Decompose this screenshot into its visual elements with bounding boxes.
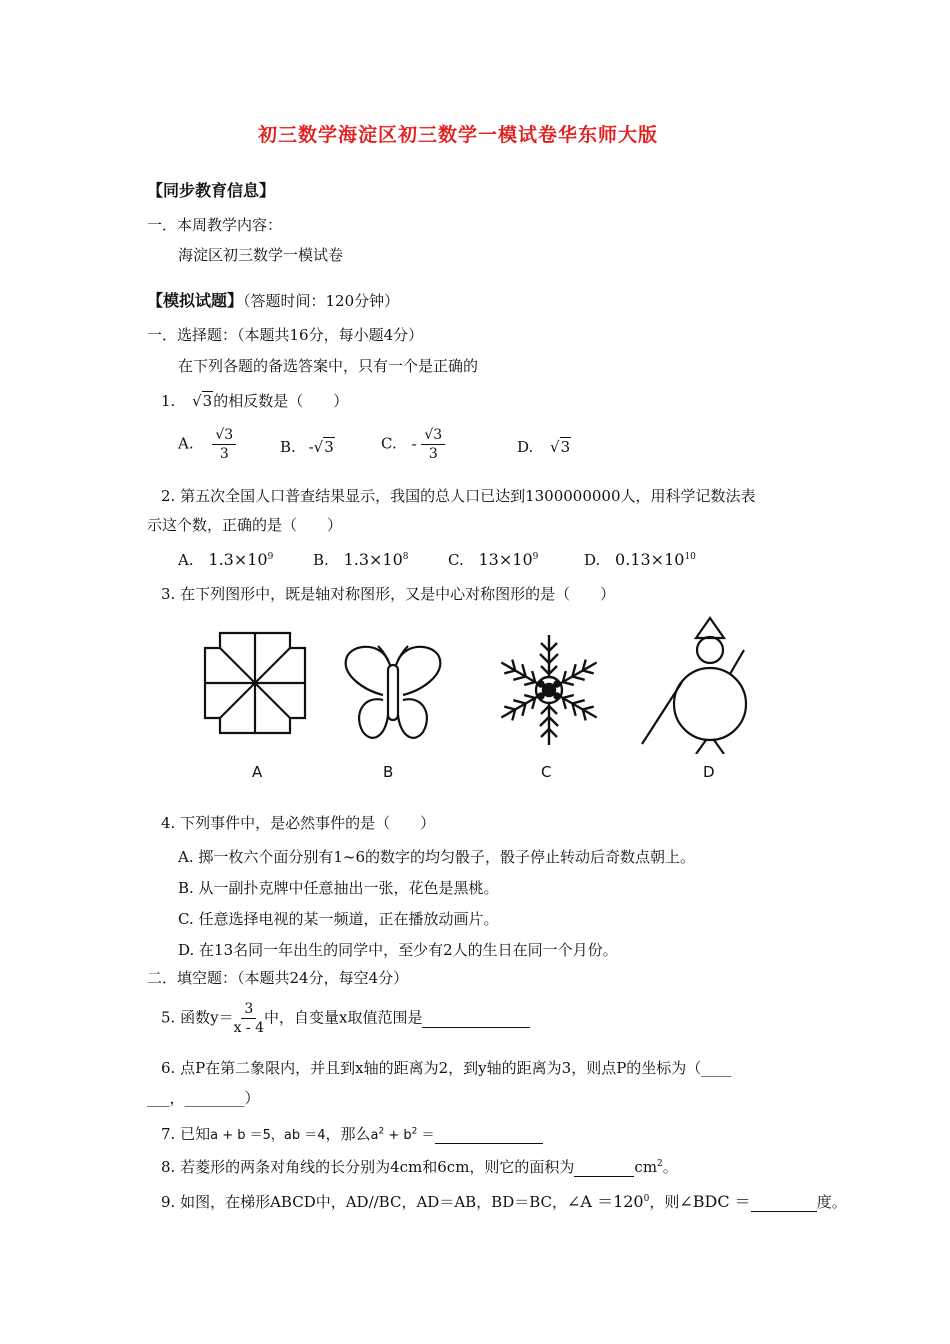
q7-answer-blank (435, 1125, 543, 1144)
option-label: B. (313, 551, 329, 569)
q9-mid: ，则 (649, 1193, 680, 1211)
minus-sign: - (308, 438, 314, 456)
exponent: 2 (411, 1126, 418, 1137)
q8-prefix: 8. 若菱形的两条对角线的长分别为4cm和6cm，则它的面积为 (161, 1158, 575, 1176)
denominator: 3 (428, 446, 438, 462)
denominator: 3 (219, 446, 229, 462)
sci-exponent: 9 (532, 552, 539, 562)
q8-unit: cm (634, 1158, 658, 1176)
q2-line1: 2. 第五次全国人口普查结果显示，我国的总人口已达到1300000000人，用科学记数法表 (161, 487, 756, 505)
mock-heading-line (147, 288, 399, 311)
q9-angle-a: ∠A ＝120 (567, 1192, 644, 1211)
q1-stem (161, 390, 348, 411)
q1-option-c (381, 426, 445, 463)
q6-line1: 6. 点P在第二象限内，并且到x轴的距离为2，到y轴的距离为3，则点P的坐标为（____ (161, 1059, 732, 1077)
q2-option-a (178, 550, 273, 569)
degree-mark: 0 (643, 1194, 650, 1204)
q9-suffix: 度。 (816, 1193, 847, 1211)
q4-option-d: D. 在13名同一年出生的同学中，至少有2人的生日在同一个月份。 (178, 941, 618, 959)
q1-option-a (178, 426, 236, 463)
q4-option-a: A. 掷一枚六个面分别有1~6的数字的均匀骰子，骰子停止转动后奇数点朝上。 (178, 848, 696, 866)
pinwheel-figure (202, 630, 308, 736)
q5-line (161, 1000, 530, 1037)
option-label: A. (178, 551, 194, 569)
q2-option-b (313, 550, 409, 569)
var-a: a (370, 1128, 379, 1143)
q7-line (161, 1123, 543, 1144)
sci-base: 1.3×10 (208, 550, 268, 569)
q1-radicand: 3 (202, 392, 213, 410)
minus-sign: - (411, 434, 417, 453)
q1-option-d (517, 438, 571, 456)
q5-suffix: 中，自变量x取值范围是 (264, 1008, 423, 1027)
q1-text: 的相反数是（ ） (213, 392, 349, 410)
option-label: B. (280, 438, 296, 456)
sci-base: 13×10 (478, 550, 533, 569)
q4-stem: 4. 下列事件中，是必然事件的是（ ） (161, 814, 436, 832)
q4-option-b: B. 从一副扑克牌中任意抽出一张，花色是黑桃。 (178, 879, 499, 897)
q8-unit-exponent: 2 (657, 1159, 663, 1169)
q8-answer-blank (574, 1158, 634, 1177)
q5-prefix: 5. 函数y＝ (161, 1008, 234, 1027)
butterfly-figure (338, 640, 448, 745)
option-label: D. (517, 438, 534, 456)
q5-answer-blank (422, 1009, 530, 1028)
q2-line2: 示这个数，正确的是（ ） (147, 516, 343, 534)
snowman-figure (640, 614, 760, 754)
sync-info-content: 海淀区初三数学一模试卷 (178, 246, 344, 264)
q9-angle-bdc: ∠BDC ＝ (679, 1192, 751, 1211)
radicand: 3 (560, 438, 571, 456)
q7-prefix: 7. 已知 (161, 1125, 211, 1143)
sci-base: 1.3×10 (343, 550, 403, 569)
q1-option-b (280, 438, 335, 456)
q3-stem: 3. 在下列图形中，既是轴对称图形，又是中心对称图形的是（ ） (161, 585, 616, 603)
fraction (421, 426, 445, 463)
option-label: C. (448, 551, 464, 569)
sqrt-symbol: √3 (313, 438, 334, 456)
equals: ＝ (417, 1128, 435, 1143)
fraction (212, 426, 236, 463)
q6-line2: ___，________） (147, 1089, 260, 1107)
snowflake-figure (494, 630, 604, 750)
figure-label-b: B (383, 763, 394, 781)
q9-line (161, 1189, 847, 1212)
figure-label-c: C (541, 763, 552, 781)
exponent: 2 (378, 1126, 385, 1137)
figure-label-d: D (703, 763, 715, 781)
sci-exponent: 10 (684, 552, 696, 562)
fraction (234, 1000, 264, 1037)
section1-heading: 一．选择题：（本题共16分，每小题4分） (147, 326, 424, 344)
q4-option-c: C. 任意选择电视的某一频道，正在播放动画片。 (178, 910, 499, 928)
mock-heading: 【模拟试题】 (147, 291, 244, 310)
plus-b: + b (384, 1128, 412, 1143)
q7-mid: ，那么 (325, 1125, 371, 1143)
q1-number: 1. (161, 392, 176, 410)
sqrt-symbol: √3 (550, 438, 571, 456)
q2-option-c (448, 550, 538, 569)
page-title: 初三数学海淀区初三数学一模试卷华东师大版 (258, 124, 659, 146)
mock-time: （答题时间：120分钟） (243, 292, 400, 310)
sci-base: 0.13×10 (615, 550, 685, 569)
section1-instruction: 在下列各题的备选答案中，只有一个是正确的 (178, 357, 479, 375)
sync-info-item: 一．本周教学内容： (147, 216, 283, 234)
option-label: D. (584, 551, 601, 569)
q2-option-d (584, 550, 696, 569)
q7-condition: a + b ＝5，ab ＝4 (210, 1128, 326, 1143)
sqrt-symbol: √3 (192, 392, 213, 410)
option-label: A. (178, 434, 194, 453)
sci-exponent: 8 (402, 552, 409, 562)
numerator: √3 (212, 426, 236, 445)
figure-label-a: A (252, 763, 263, 781)
denominator: x - 4 (233, 1020, 264, 1036)
q9-prefix: 9. 如图，在梯形ABCD中，AD//BC，AD＝AB，BD＝BC， (161, 1193, 568, 1211)
radicand: 3 (324, 438, 334, 456)
sci-exponent: 9 (267, 552, 274, 562)
numerator: √3 (421, 426, 445, 445)
option-label: C. (381, 434, 397, 453)
q8-end: 。 (662, 1158, 678, 1176)
q8-line (161, 1156, 678, 1177)
section2-heading: 二．填空题：（本题共24分，每空4分） (147, 969, 409, 987)
numerator: 3 (241, 1000, 256, 1019)
q9-answer-blank (751, 1193, 817, 1212)
sync-info-heading: 【同步教育信息】 (147, 181, 276, 200)
